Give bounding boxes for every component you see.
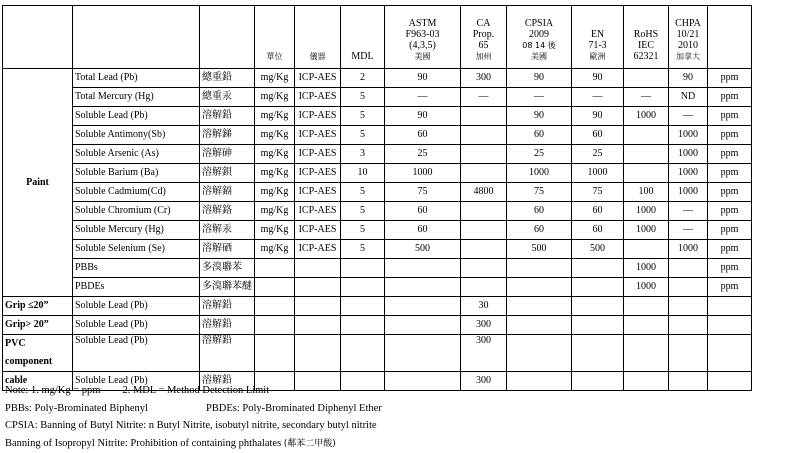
row-astm: 60 xyxy=(385,202,461,221)
row-item-name: Soluble Chromium (Cr) xyxy=(73,202,200,221)
row-mdl: 5 xyxy=(341,240,385,259)
row-cpsia: 1000 xyxy=(507,164,572,183)
row-en71: 60 xyxy=(572,221,624,240)
row-item-zh: 溶解汞 xyxy=(200,221,255,240)
row-ppm-unit: ppm xyxy=(708,240,752,259)
row-unit: mg/Kg xyxy=(255,126,295,145)
row-astm: 60 xyxy=(385,221,461,240)
row-item-name: Soluble Lead (Pb) xyxy=(73,372,200,391)
header-en71: EN 71-3 歐洲 xyxy=(572,6,624,69)
row-mdl: 2 xyxy=(341,69,385,88)
row-mdl xyxy=(341,278,385,297)
row-ppm-unit: ppm xyxy=(708,183,752,202)
row-ppm-unit: ppm xyxy=(708,107,752,126)
row-rohs: 1000 xyxy=(624,278,669,297)
row-item-zh: 溶解鉛 xyxy=(200,316,255,335)
row-ca: 300 xyxy=(461,69,507,88)
row-mdl: 5 xyxy=(341,221,385,240)
row-en71 xyxy=(572,278,624,297)
row-chpa: 1000 xyxy=(669,183,708,202)
table-row xyxy=(3,126,752,145)
row-instrument: ICP-AES xyxy=(295,126,341,145)
row-rohs xyxy=(624,69,669,88)
row-astm xyxy=(385,278,461,297)
row-ca xyxy=(461,126,507,145)
row-rohs xyxy=(624,164,669,183)
row-unit: mg/Kg xyxy=(255,183,295,202)
row-item-zh: 溶解銻 xyxy=(200,126,255,145)
row-chpa: ND xyxy=(669,88,708,107)
row-ppm-unit: ppm xyxy=(708,126,752,145)
row-instrument: ICP-AES xyxy=(295,202,341,221)
row-ca xyxy=(461,107,507,126)
row-en71: 60 xyxy=(572,202,624,221)
header-blank-item xyxy=(73,6,200,69)
row-mdl: 5 xyxy=(341,107,385,126)
row-cpsia: 25 xyxy=(507,145,572,164)
row-ppm-unit: ppm xyxy=(708,259,752,278)
row-ca: — xyxy=(461,88,507,107)
row-ppm-unit: ppm xyxy=(708,221,752,240)
row-astm: 60 xyxy=(385,126,461,145)
header-blank-unit xyxy=(708,6,752,69)
row-unit xyxy=(255,278,295,297)
table-row xyxy=(3,202,752,221)
row-en71 xyxy=(572,259,624,278)
table-row xyxy=(3,316,752,335)
row-astm: 75 xyxy=(385,183,461,202)
row-chpa xyxy=(669,278,708,297)
row-item-name: Soluble Barium (Ba) xyxy=(73,164,200,183)
row-instrument xyxy=(295,278,341,297)
row-chpa: 1000 xyxy=(669,145,708,164)
row-item-name: Soluble Lead (Pb) xyxy=(73,107,200,126)
row-rohs: 1000 xyxy=(624,259,669,278)
row-instrument: ICP-AES xyxy=(295,69,341,88)
row-instrument: ICP-AES xyxy=(295,240,341,259)
row-chpa xyxy=(669,259,708,278)
row-instrument: ICP-AES xyxy=(295,145,341,164)
row-en71: 1000 xyxy=(572,164,624,183)
row-ca: 30 xyxy=(461,297,507,316)
header-zh-name xyxy=(200,6,255,69)
row-item-name: Soluble Cadmium(Cd) xyxy=(73,183,200,202)
row-unit: mg/Kg xyxy=(255,164,295,183)
row-ppm-unit: ppm xyxy=(708,88,752,107)
row-rohs xyxy=(624,145,669,164)
row-ca: 300 xyxy=(461,372,507,391)
row-item-zh: 多溴聯苯 xyxy=(200,259,255,278)
row-unit: mg/Kg xyxy=(255,88,295,107)
row-cpsia: 60 xyxy=(507,126,572,145)
header-ca-prop65: CA Prop. 65 加州 xyxy=(461,6,507,69)
row-instrument: ICP-AES xyxy=(295,221,341,240)
table-row xyxy=(3,240,752,259)
row-unit: mg/Kg xyxy=(255,202,295,221)
row-unit xyxy=(255,259,295,278)
header-chpa: CHPA 10/21 2010 加拿大 xyxy=(669,6,708,69)
row-item-name: Soluble Antimony(Sb) xyxy=(73,126,200,145)
row-en71: 90 xyxy=(572,69,624,88)
category-pvc-component: PVC component xyxy=(3,335,73,372)
row-item-name: PBBs xyxy=(73,259,200,278)
table-row xyxy=(3,183,752,202)
row-instrument: ICP-AES xyxy=(295,88,341,107)
row-cpsia: 75 xyxy=(507,183,572,202)
row-item-name: Soluble Lead (Pb) xyxy=(73,297,200,316)
header-unit: 單位 xyxy=(255,6,295,69)
table-row xyxy=(3,88,752,107)
row-rohs: — xyxy=(624,88,669,107)
row-cpsia: 500 xyxy=(507,240,572,259)
table-row xyxy=(3,145,752,164)
row-chpa: 1000 xyxy=(669,126,708,145)
row-en71: 75 xyxy=(572,183,624,202)
row-unit: mg/Kg xyxy=(255,69,295,88)
row-item-name: PBDEs xyxy=(73,278,200,297)
row-chpa: — xyxy=(669,107,708,126)
heavy-metal-limits-table xyxy=(2,5,752,391)
note-line-1: Note: 1. mg/Kg = ppm 2. MDL = Method Detection Limit xyxy=(5,385,270,396)
row-rohs: 100 xyxy=(624,183,669,202)
row-rohs xyxy=(624,126,669,145)
row-astm: 90 xyxy=(385,107,461,126)
row-rohs: 1000 xyxy=(624,107,669,126)
paint-section xyxy=(3,69,752,297)
row-chpa: — xyxy=(669,221,708,240)
row-unit: mg/Kg xyxy=(255,107,295,126)
row-ppm-unit: ppm xyxy=(708,202,752,221)
category-paint: Paint xyxy=(3,69,73,297)
table-row xyxy=(3,221,752,240)
row-unit: mg/Kg xyxy=(255,221,295,240)
row-item-zh: 溶解鉻 xyxy=(200,202,255,221)
row-item-name: Soluble Arsenic (As) xyxy=(73,145,200,164)
row-chpa: 90 xyxy=(669,69,708,88)
row-item-name: Soluble Mercury (Hg) xyxy=(73,221,200,240)
row-en71: — xyxy=(572,88,624,107)
header-row xyxy=(3,6,752,69)
row-cpsia: 60 xyxy=(507,221,572,240)
row-item-zh: 溶解砷 xyxy=(200,145,255,164)
row-mdl: 3 xyxy=(341,145,385,164)
row-astm xyxy=(385,259,461,278)
row-astm: 25 xyxy=(385,145,461,164)
category-cable: cable xyxy=(3,372,73,391)
row-en71: 25 xyxy=(572,145,624,164)
row-instrument: ICP-AES xyxy=(295,164,341,183)
note-line-3: CPSIA: Banning of Butyl Nitrite: n Butyl Nitrite, isobutyl nitrite, secondary butyl nitrite xyxy=(5,420,377,431)
row-en71: 500 xyxy=(572,240,624,259)
category-grip-small: Grip ≤20” xyxy=(3,297,73,316)
row-unit: mg/Kg xyxy=(255,145,295,164)
row-ca xyxy=(461,202,507,221)
row-item-zh: 溶解鎘 xyxy=(200,183,255,202)
row-ppm-unit: ppm xyxy=(708,69,752,88)
header-astm: ASTM F963-03 (4,3,5) 美國 xyxy=(385,6,461,69)
row-chpa: 1000 xyxy=(669,240,708,259)
table-row xyxy=(3,69,752,88)
row-chpa: — xyxy=(669,202,708,221)
header-rohs: RoHS IEC 62321 xyxy=(624,6,669,69)
row-ca xyxy=(461,259,507,278)
row-mdl: 5 xyxy=(341,88,385,107)
row-instrument xyxy=(295,259,341,278)
table-row xyxy=(3,278,752,297)
header-instrument: 儀器 xyxy=(295,6,341,69)
row-item-zh: 總重汞 xyxy=(200,88,255,107)
row-cpsia xyxy=(507,259,572,278)
row-item-zh: 溶解鋇 xyxy=(200,164,255,183)
row-item-zh: 溶解鉛 xyxy=(200,107,255,126)
table-row xyxy=(3,164,752,183)
row-cpsia: 60 xyxy=(507,202,572,221)
row-item-zh: 溶解硒 xyxy=(200,240,255,259)
row-cpsia: 90 xyxy=(507,107,572,126)
header-cpsia: CPSIA 2009 08 14 後 美國 xyxy=(507,6,572,69)
table-row xyxy=(3,107,752,126)
row-astm: — xyxy=(385,88,461,107)
row-ppm-unit: ppm xyxy=(708,278,752,297)
row-ppm-unit: ppm xyxy=(708,145,752,164)
row-item-zh: 溶解鉛 xyxy=(200,335,255,372)
row-item-name: Soluble Lead (Pb) xyxy=(73,335,200,372)
category-grip-large: Grip> 20” xyxy=(3,316,73,335)
row-mdl: 10 xyxy=(341,164,385,183)
table-row xyxy=(3,335,752,372)
row-cpsia: 90 xyxy=(507,69,572,88)
row-ca xyxy=(461,278,507,297)
row-chpa: 1000 xyxy=(669,164,708,183)
row-ca xyxy=(461,221,507,240)
row-ca xyxy=(461,240,507,259)
row-ca xyxy=(461,164,507,183)
row-ca: 300 xyxy=(461,316,507,335)
row-mdl: 5 xyxy=(341,183,385,202)
row-rohs xyxy=(624,240,669,259)
row-unit: mg/Kg xyxy=(255,240,295,259)
row-item-name: Total Mercury (Hg) xyxy=(73,88,200,107)
row-mdl: 5 xyxy=(341,126,385,145)
row-rohs: 1000 xyxy=(624,221,669,240)
row-ca xyxy=(461,145,507,164)
row-ca: 4800 xyxy=(461,183,507,202)
limits-table-container xyxy=(2,5,752,391)
row-item-zh: 多溴聯苯醚 xyxy=(200,278,255,297)
note-line-2: PBBs: Poly-Brominated Biphenyl PBDEs: Poly-Brominated Diphenyl Ether xyxy=(5,402,382,414)
row-mdl: 5 xyxy=(341,202,385,221)
row-cpsia: — xyxy=(507,88,572,107)
row-astm: 90 xyxy=(385,69,461,88)
footnotes xyxy=(5,382,382,453)
row-ppm-unit: ppm xyxy=(708,164,752,183)
row-rohs: 1000 xyxy=(624,202,669,221)
table-row xyxy=(3,259,752,278)
row-astm: 500 xyxy=(385,240,461,259)
row-en71: 60 xyxy=(572,126,624,145)
row-item-name: Total Lead (Pb) xyxy=(73,69,200,88)
row-cpsia xyxy=(507,278,572,297)
row-item-zh: 總重鉛 xyxy=(200,69,255,88)
note-line-4: Banning of Isopropyl Nitrite: Prohibition of containing phthalates (鄰苯二甲酸) xyxy=(5,437,336,449)
row-item-zh: 溶解鉛 xyxy=(200,372,255,391)
row-mdl xyxy=(341,259,385,278)
row-astm: 1000 xyxy=(385,164,461,183)
row-instrument: ICP-AES xyxy=(295,107,341,126)
row-item-zh: 溶解鉛 xyxy=(200,297,255,316)
table-row xyxy=(3,297,752,316)
row-ca: 300 xyxy=(461,335,507,372)
header-mdl: MDL xyxy=(341,6,385,69)
row-instrument: ICP-AES xyxy=(295,183,341,202)
row-item-name: Soluble Lead (Pb) xyxy=(73,316,200,335)
header-blank-category xyxy=(3,6,73,69)
row-en71: 90 xyxy=(572,107,624,126)
row-item-name: Soluble Selenium (Se) xyxy=(73,240,200,259)
